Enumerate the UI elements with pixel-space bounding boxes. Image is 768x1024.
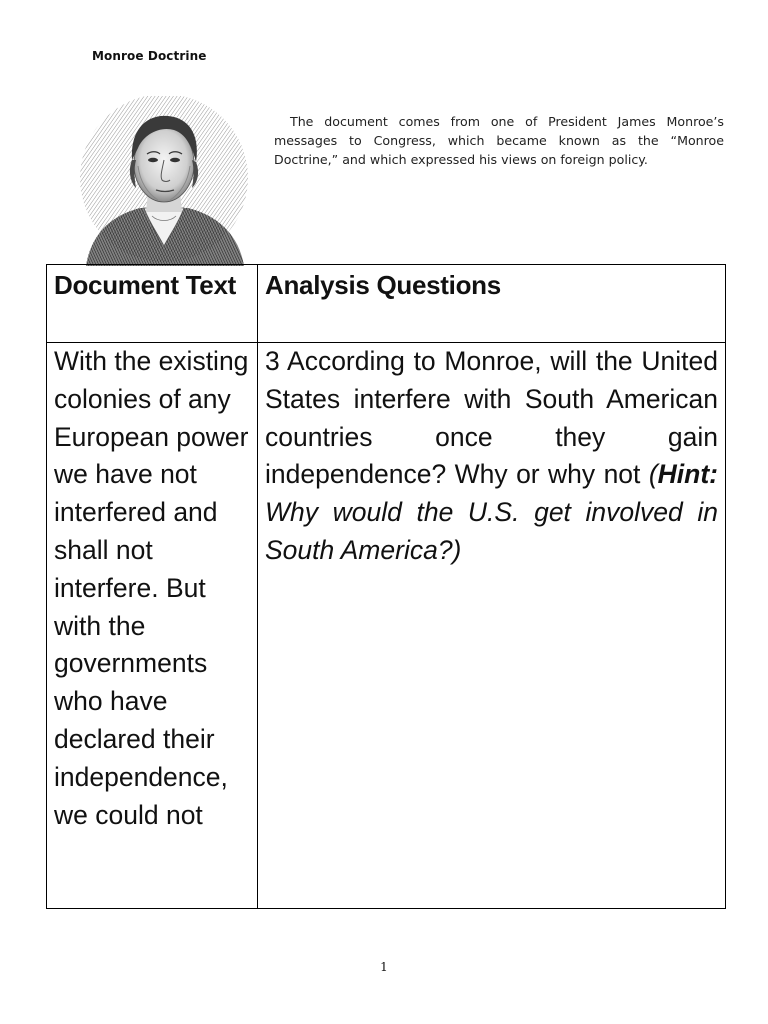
hint-label: Hint: xyxy=(657,459,719,490)
table-row xyxy=(47,343,726,909)
document-quote: With the existing colonies of any European power we have not interfered and shall not interfere. But with the governments who have declared their independence, we could not xyxy=(54,346,249,830)
document-text-cell xyxy=(47,343,258,909)
document-text-header: Document Text xyxy=(47,265,258,343)
document-introduction: The document comes from one of President James Monroe’s messages to Congress, which became known as the “Monroe Doctrine,” and which expressed his views on foreign policy. xyxy=(274,114,724,167)
page-number: 1 xyxy=(380,960,388,974)
james-monroe-portrait xyxy=(78,96,250,266)
document-title: Monroe Doctrine xyxy=(92,49,207,63)
table-header-row xyxy=(47,265,726,343)
question-number: 3 xyxy=(265,346,280,376)
analysis-questions-header: Analysis Questions xyxy=(258,265,726,343)
document-analysis-table xyxy=(46,264,726,909)
hint-text: Why would the U.S. get involved in South America?) xyxy=(265,497,718,565)
analysis-question xyxy=(265,343,718,570)
hint-open-paren: ( xyxy=(648,459,658,490)
analysis-question-cell xyxy=(258,343,726,909)
question-text: According to Monroe, will the United States interfere with South American countries once they gain independence? Why or why not xyxy=(265,346,718,490)
